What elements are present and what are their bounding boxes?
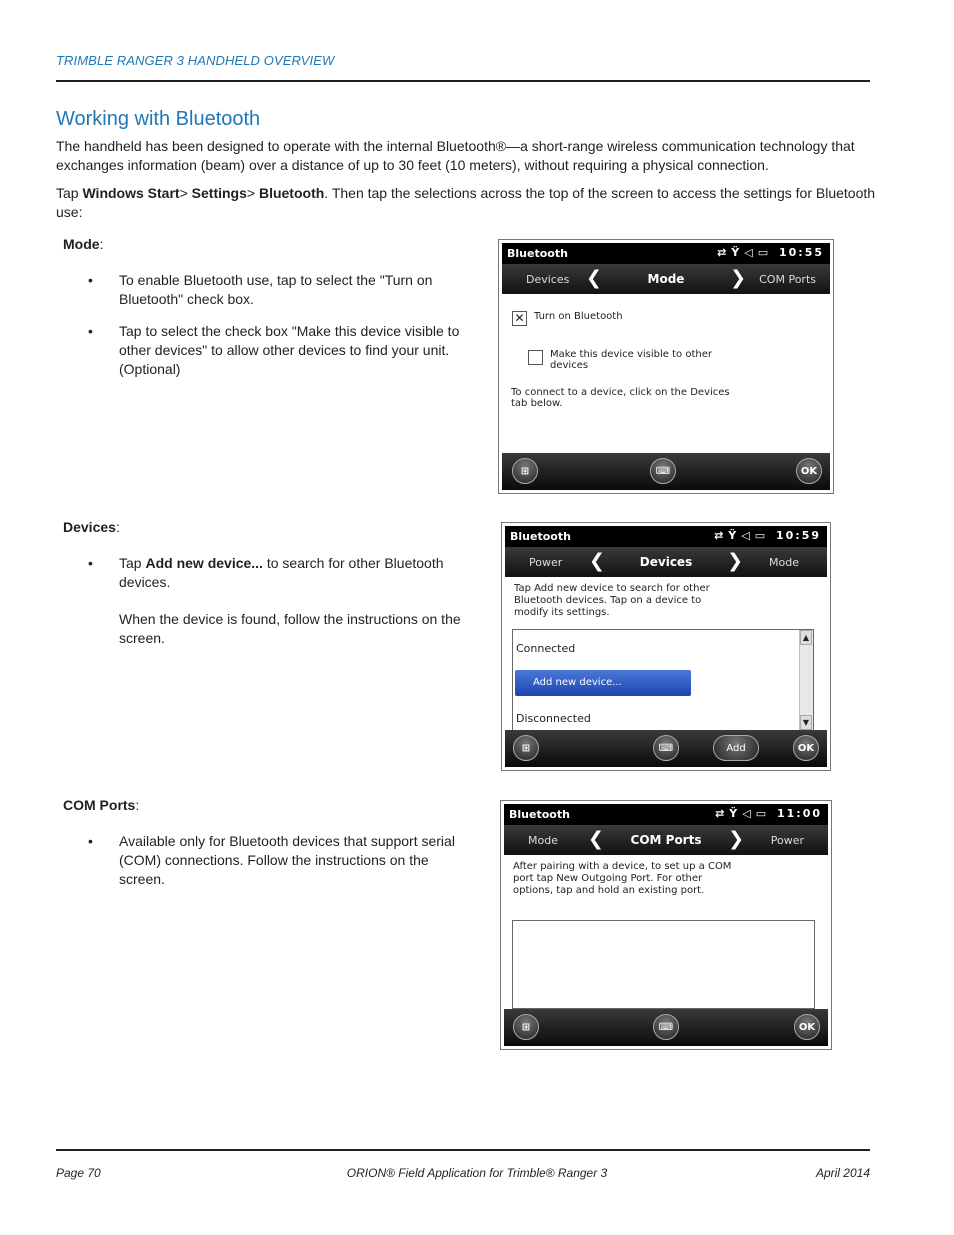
- windows-start-icon[interactable]: ⊞: [513, 1014, 539, 1040]
- chevron-right-icon[interactable]: ❯: [730, 267, 746, 289]
- battery-icon: ▭: [754, 529, 768, 542]
- add-button[interactable]: Add: [713, 735, 759, 761]
- ok-button[interactable]: OK: [794, 1014, 820, 1040]
- list-item: • Available only for Bluetooth devices that support serial (COM) connections. Follow the instructions on the screen.: [88, 833, 455, 887]
- com-ports-label: COM Ports:: [63, 797, 140, 813]
- tab-mode[interactable]: Mode: [769, 556, 799, 569]
- devices-label: Devices:: [63, 519, 120, 535]
- com-ports-bullets: [88, 832, 468, 902]
- speaker-muted-icon: ◁: [744, 246, 755, 259]
- battery-icon: ▭: [757, 246, 771, 259]
- nav-settings: Settings: [191, 185, 247, 201]
- turn-on-bluetooth-label: Turn on Bluetooth: [534, 311, 623, 322]
- signal-off-icon: Ÿ: [729, 807, 740, 820]
- footer-title: ORION® Field Application for Trimble® Ranger 3: [346, 1166, 608, 1180]
- visible-device-label: Make this device visible to other devices: [550, 349, 712, 371]
- ok-button[interactable]: OK: [796, 458, 822, 484]
- battery-icon: ▭: [755, 807, 769, 820]
- header-rule: [56, 80, 870, 82]
- footer-date: April 2014: [815, 1166, 870, 1180]
- mode-label: Mode:: [63, 236, 104, 252]
- keyboard-icon[interactable]: ⌨: [650, 458, 676, 484]
- sync-icon: ⇄: [715, 807, 727, 820]
- disconnected-header: Disconnected: [516, 712, 591, 725]
- list-item: • To enable Bluetooth use, tap to select the "Turn on Bluetooth" check box.: [88, 272, 433, 307]
- keyboard-icon[interactable]: ⌨: [653, 735, 679, 761]
- sync-icon: ⇄: [714, 529, 726, 542]
- status-bar: Bluetooth ⇄ Ÿ ◁ ▭ 10:59: [505, 526, 827, 547]
- tab-bar: [505, 547, 827, 577]
- nav-windows-start: Windows Start: [82, 185, 180, 201]
- list-item: • Tap to select the check box "Make this device visible to other devices" to allow other devices to find your unit. (Optional): [88, 323, 460, 377]
- tab-mode[interactable]: Mode: [647, 272, 685, 286]
- windows-start-icon[interactable]: ⊞: [513, 735, 539, 761]
- list-item: • Tap Add new device... to search for other Bluetooth devices. When the device is found, follow the instructions on the screen.: [88, 555, 461, 646]
- section-title: Working with Bluetooth: [56, 108, 261, 130]
- com-ports-screenshot: [500, 800, 832, 1050]
- devices-bullets: [88, 554, 468, 661]
- signal-off-icon: Ÿ: [728, 529, 739, 542]
- scroll-up-icon[interactable]: ▲: [800, 630, 812, 645]
- nav-bluetooth: Bluetooth: [258, 185, 325, 201]
- visible-device-checkbox[interactable]: [528, 350, 543, 365]
- tab-power[interactable]: Power: [770, 834, 804, 847]
- tab-devices[interactable]: Devices: [526, 273, 570, 286]
- tab-mode[interactable]: Mode: [528, 834, 558, 847]
- keyboard-icon[interactable]: ⌨: [653, 1014, 679, 1040]
- tab-com-ports[interactable]: COM Ports: [630, 833, 702, 847]
- bottom-bar: [504, 1009, 828, 1046]
- chevron-right-icon[interactable]: ❯: [727, 550, 743, 572]
- chevron-left-icon[interactable]: ❮: [588, 828, 604, 850]
- intro-paragraph: The handheld has been designed to operate with the internal Bluetooth®—a short-range wireless communication technology that exchanges information (beam) over a distance of up to 30 feet (10 meters), without requiring a physical connection.: [56, 138, 855, 173]
- speaker-muted-icon: ◁: [742, 807, 753, 820]
- connected-header: Connected: [516, 642, 576, 655]
- tab-devices[interactable]: Devices: [639, 555, 693, 569]
- page-number: Page 70: [56, 1166, 101, 1180]
- info-text: To connect to a device, click on the Devices tab below.: [511, 387, 730, 409]
- windows-start-icon[interactable]: ⊞: [512, 458, 538, 484]
- tab-bar: [504, 825, 828, 855]
- turn-on-bluetooth-checkbox[interactable]: ✕: [512, 311, 527, 326]
- port-list[interactable]: [512, 920, 815, 1009]
- mode-screenshot: [498, 239, 834, 494]
- running-head: TRIMBLE RANGER 3 HANDHELD OVERVIEW: [56, 53, 335, 68]
- chevron-right-icon[interactable]: ❯: [728, 828, 744, 850]
- scrollbar[interactable]: [799, 630, 813, 730]
- mode-bullets: [88, 271, 468, 392]
- scroll-down-icon[interactable]: ▼: [800, 715, 812, 730]
- ok-button[interactable]: OK: [793, 735, 819, 761]
- status-bar: Bluetooth ⇄ Ÿ ◁ ▭ 10:55: [502, 243, 830, 264]
- sync-icon: ⇄: [717, 246, 729, 259]
- tab-power[interactable]: Power: [529, 556, 563, 569]
- info-text: After pairing with a device, to set up a COM port tap New Outgoing Port. For other options, tap and hold an existing port.: [513, 861, 732, 896]
- status-bar: Bluetooth ⇄ Ÿ ◁ ▭ 11:00: [504, 804, 828, 825]
- device-list[interactable]: [512, 629, 814, 731]
- bottom-bar: [502, 453, 830, 490]
- add-new-device-button[interactable]: Add new device...: [515, 670, 691, 696]
- signal-off-icon: Ÿ: [731, 246, 742, 259]
- footer-rule: [56, 1149, 870, 1151]
- info-text: Tap Add new device to search for other Bluetooth devices. Tap on a device to modify its settings.: [514, 583, 710, 618]
- chevron-left-icon[interactable]: ❮: [589, 550, 605, 572]
- speaker-muted-icon: ◁: [741, 529, 752, 542]
- tab-com-ports[interactable]: COM Ports: [759, 273, 816, 286]
- nav-paragraph: Tap Windows Start> Settings> Bluetooth. Then tap the selections across the top of the screen to access the settings for Bluetooth use:: [56, 185, 876, 220]
- tab-bar: [502, 264, 830, 294]
- bottom-bar: [505, 730, 827, 767]
- chevron-left-icon[interactable]: ❮: [586, 267, 602, 289]
- devices-screenshot: [501, 522, 831, 771]
